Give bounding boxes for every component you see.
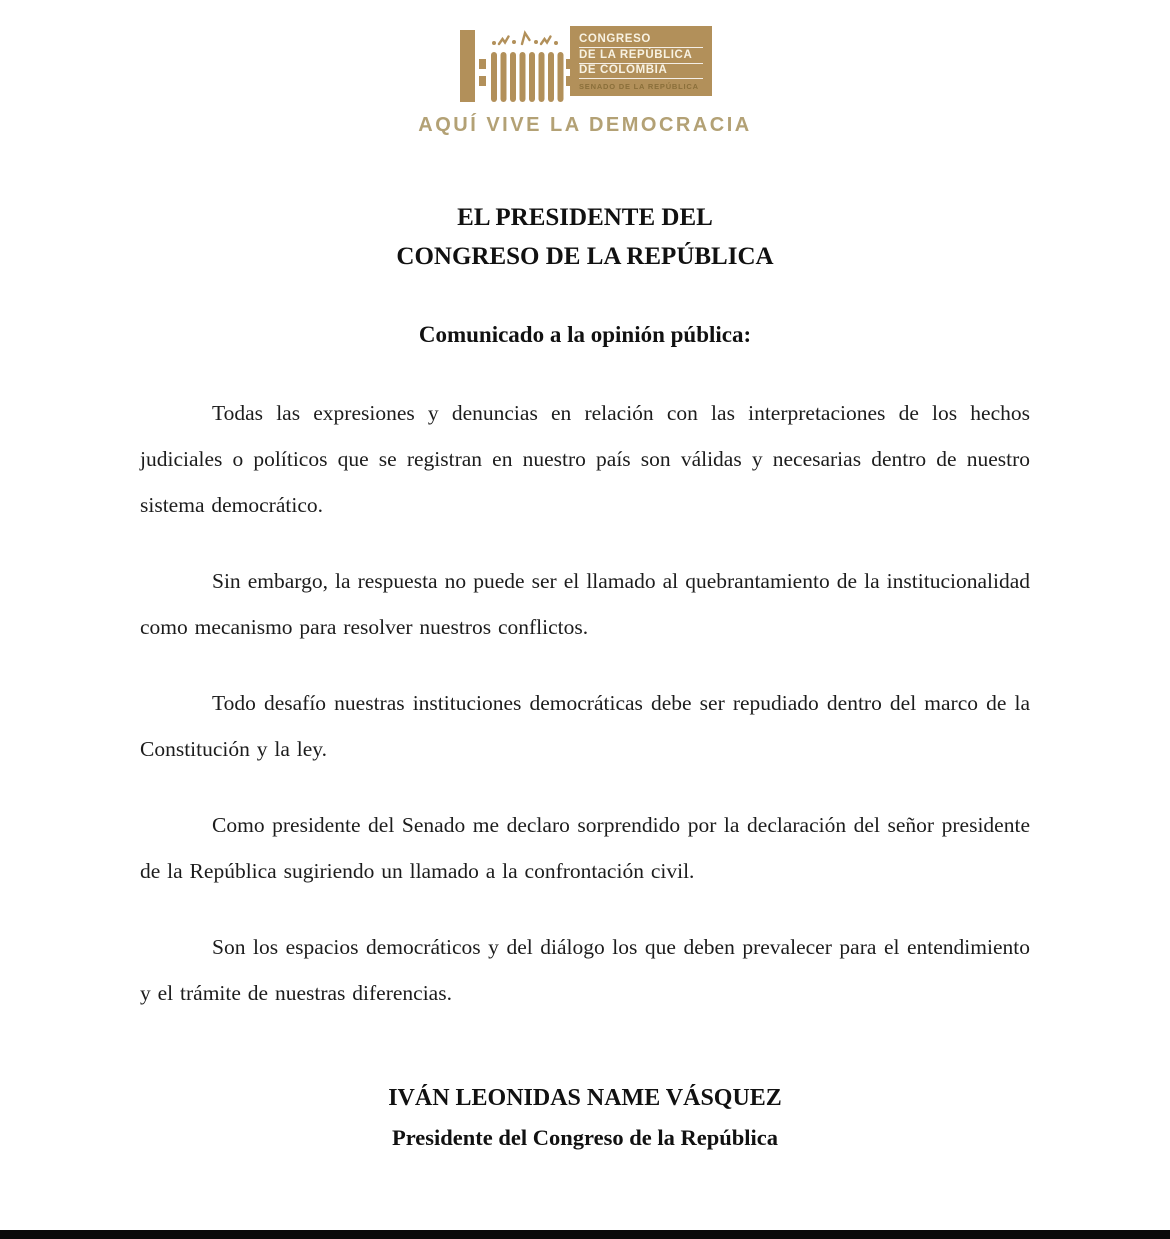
- document-title: [0, 198, 1170, 276]
- congress-logo: [458, 26, 712, 102]
- congress-columns-icon: [458, 26, 570, 102]
- signer-name: IVÁN LEONIDAS NAME VÁSQUEZ: [388, 1085, 782, 1111]
- congress-logo-box: [570, 26, 712, 96]
- paragraph-4: Como presidente del Senado me declaro sorprendido por la declaración del señor presidente de la República sugiriendo un llamado a la confrontación civil.: [140, 813, 1030, 883]
- title-line-2: CONGRESO DE LA REPÚBLICA: [396, 243, 774, 270]
- footer-bar: [0, 1230, 1170, 1239]
- logo-tagline: AQUÍ VIVE LA DEMOCRACIA: [418, 114, 752, 136]
- logo-line-1: CONGRESO: [579, 33, 703, 48]
- document-body: [140, 390, 1030, 1046]
- letterhead: [0, 26, 1170, 137]
- title-line-1: EL PRESIDENTE DEL: [457, 204, 713, 231]
- paragraph-1: Todas las expresiones y denuncias en relación con las interpretaciones de los hechos judiciales o políticos que se registran en nuestro país son válidas y necesarias dentro de nuestro sistema democrático.: [140, 401, 1030, 517]
- logo-subline: SENADO DE LA REPÚBLICA: [579, 81, 699, 91]
- signer-role: Presidente del Congreso de la República: [391, 1125, 779, 1150]
- paragraph-5: Son los espacios democráticos y del diálogo los que deben prevalecer para el entendimiento y el trámite de nuestras diferencias.: [140, 935, 1030, 1005]
- signature-block: [0, 1078, 1170, 1158]
- subject-line: Comunicado a la opinión pública:: [418, 322, 752, 347]
- paragraph-2: Sin embargo, la respuesta no puede ser el llamado al quebrantamiento de la institucionalidad como mecanismo para resolver nuestros conflictos.: [140, 569, 1030, 639]
- paragraph-3: Todo desafío nuestras instituciones democráticas debe ser repudiado dentro del marco de la Constitución y la ley.: [140, 691, 1030, 761]
- logo-line-2: DE LA REPÚBLICA: [579, 49, 703, 64]
- logo-line-3: DE COLOMBIA: [579, 64, 703, 79]
